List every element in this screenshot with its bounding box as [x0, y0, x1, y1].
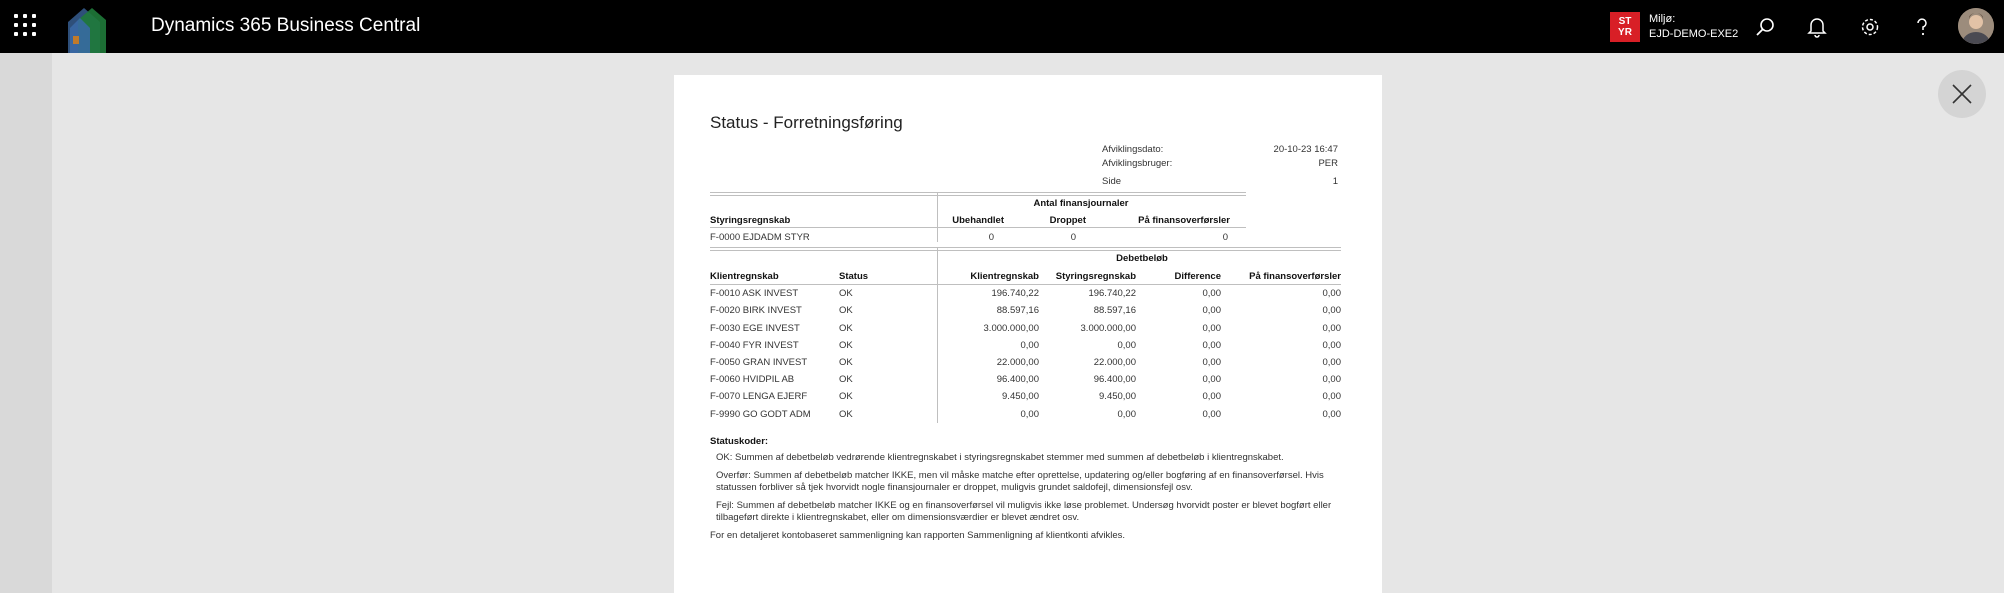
- status-code-error-line1: Fejl: Summen af debetbeløb matcher IKKE og en finansoverførsel vil muligvis ikke løse problemet. Undersøg hvorvidt poster er blevet bogført eller: [716, 500, 1332, 511]
- row-status: OK: [839, 340, 853, 351]
- row-status: OK: [839, 409, 853, 420]
- row-status: OK: [839, 374, 853, 385]
- row-client: F-0050 GRAN INVEST: [710, 357, 808, 368]
- row-client-amount: 0,00: [1020, 409, 1039, 420]
- row-control-amount: 3.000.000,00: [1080, 323, 1136, 334]
- section2-col-transfers: På finansoverførsler: [1249, 271, 1341, 282]
- environment-badge-line1: ST: [1618, 16, 1632, 27]
- row-client: F-0060 HVIDPIL AB: [710, 374, 795, 385]
- row-control-amount: 0,00: [1117, 340, 1136, 351]
- section1-row-dropped: 0: [1070, 232, 1076, 243]
- row-client-amount: 88.597,16: [996, 305, 1039, 316]
- environment-name: EJD-DEMO-EXE2: [1649, 28, 1739, 40]
- row-status: OK: [839, 391, 853, 402]
- section1-row-company: F-0000 EJDADM STYR: [710, 232, 810, 243]
- status-code-transfer-line2: statussen forbliver så tjek hvorvidt nogle finansjournaler er droppet, muligvis grundet saldofejl, dimensionsfejl osv.: [716, 482, 1193, 493]
- bell-icon[interactable]: [1802, 12, 1832, 42]
- row-client-amount: 0,00: [1020, 340, 1039, 351]
- user-avatar[interactable]: [1958, 8, 1994, 44]
- row-client: F-0030 EGE INVEST: [710, 323, 800, 334]
- environment-badge-line2: YR: [1618, 27, 1632, 38]
- row-difference: 0,00: [1202, 374, 1221, 385]
- gear-icon[interactable]: [1855, 12, 1885, 42]
- row-status: OK: [839, 357, 853, 368]
- row-status: OK: [839, 323, 853, 334]
- status-code-error-line2: tilbageført direkte i klientregnskabet, eller om dimensionsværdier er blevet ændret osv.: [716, 512, 1080, 523]
- row-transfers: 0,00: [1322, 288, 1341, 299]
- row-client: F-0070 LENGA EJERF: [710, 391, 808, 402]
- meta-value-date: 20-10-23 16:47: [1273, 144, 1338, 155]
- row-transfers: 0,00: [1322, 409, 1341, 420]
- report-title: Status - Forretningsføring: [710, 113, 903, 132]
- company-logo: [64, 0, 112, 53]
- meta-value-user: PER: [1318, 158, 1338, 169]
- section2-col-client: Klientregnskab: [710, 271, 779, 282]
- section2-col-difference: Difference: [1174, 271, 1221, 282]
- search-icon[interactable]: [1750, 12, 1780, 42]
- row-transfers: 0,00: [1322, 391, 1341, 402]
- section2-group-header: Debetbeløb: [1116, 253, 1168, 264]
- row-control-amount: 196.740,22: [1088, 288, 1136, 299]
- left-margin: [0, 53, 52, 593]
- close-icon[interactable]: [1938, 70, 1986, 118]
- meta-label-user: Afviklingsbruger:: [1102, 158, 1173, 169]
- meta-label-page: Side: [1102, 176, 1122, 187]
- report-page: [674, 75, 1382, 593]
- section2-col-client-amount: Klientregnskab: [970, 271, 1039, 282]
- status-code-ok: OK: Summen af debetbeløb vedrørende klientregnskabet i styringsregnskabet stemmer med summen af debetbeløb i klientregnskabet.: [716, 452, 1284, 463]
- help-icon[interactable]: [1907, 12, 1937, 42]
- section1-col-company: Styringsregnskab: [710, 215, 791, 226]
- row-control-amount: 9.450,00: [1099, 391, 1136, 402]
- section2-col-status: Status: [839, 271, 869, 282]
- row-difference: 0,00: [1202, 323, 1221, 334]
- row-client: F-0040 FYR INVEST: [710, 340, 799, 351]
- row-difference: 0,00: [1202, 357, 1221, 368]
- status-code-transfer-line1: Overfør: Summen af debetbeløb matcher IKKE, men vil måske matche efter oprettelse, updatering og/eller bogføring af en finansoverførsel. Hvis: [716, 470, 1324, 481]
- row-transfers: 0,00: [1322, 357, 1341, 368]
- app-launcher-waffle-icon[interactable]: [14, 14, 38, 38]
- row-transfers: 0,00: [1322, 305, 1341, 316]
- row-client-amount: 9.450,00: [1002, 391, 1039, 402]
- row-client: F-9990 GO GODT ADM: [710, 409, 811, 420]
- environment-badge: [1610, 12, 1640, 42]
- meta-label-date: Afviklingsdato:: [1102, 144, 1164, 155]
- section1-col-transfers: På finansoverførsler: [1138, 215, 1230, 226]
- row-transfers: 0,00: [1322, 340, 1341, 351]
- row-status: OK: [839, 305, 853, 316]
- row-difference: 0,00: [1202, 409, 1221, 420]
- section1-col-unprocessed: Ubehandlet: [952, 215, 1004, 226]
- row-difference: 0,00: [1202, 391, 1221, 402]
- row-status: OK: [839, 288, 853, 299]
- row-control-amount: 0,00: [1117, 409, 1136, 420]
- row-difference: 0,00: [1202, 340, 1221, 351]
- row-difference: 0,00: [1202, 305, 1221, 316]
- row-difference: 0,00: [1202, 288, 1221, 299]
- row-client-amount: 96.400,00: [996, 374, 1039, 385]
- environment-label: Miljø:: [1649, 13, 1676, 25]
- section1-row-transfers: 0: [1222, 232, 1228, 243]
- row-client: F-0020 BIRK INVEST: [710, 305, 802, 316]
- section2-col-control-amount: Styringsregnskab: [1055, 271, 1136, 282]
- status-codes-footer: For en detaljeret kontobaseret sammenligning kan rapporten Sammenligning af klientkonti afvikles.: [710, 530, 1126, 541]
- top-bar: [0, 0, 2004, 53]
- row-client-amount: 196.740,22: [991, 288, 1039, 299]
- row-client-amount: 22.000,00: [996, 357, 1039, 368]
- environment-info[interactable]: [1649, 12, 1738, 42]
- row-client: F-0010 ASK INVEST: [710, 288, 799, 299]
- row-transfers: 0,00: [1322, 323, 1341, 334]
- row-control-amount: 22.000,00: [1093, 357, 1136, 368]
- app-title[interactable]: Dynamics 365 Business Central: [151, 15, 421, 36]
- row-control-amount: 96.400,00: [1093, 374, 1136, 385]
- row-transfers: 0,00: [1322, 374, 1341, 385]
- section1-col-dropped: Droppet: [1049, 215, 1086, 226]
- section1-group-header: Antal finansjournaler: [1033, 198, 1129, 209]
- row-client-amount: 3.000.000,00: [983, 323, 1039, 334]
- status-codes-header: Statuskoder:: [710, 436, 769, 447]
- section1-row-unprocessed: 0: [988, 232, 994, 243]
- meta-value-page: 1: [1332, 176, 1338, 187]
- row-control-amount: 88.597,16: [1093, 305, 1136, 316]
